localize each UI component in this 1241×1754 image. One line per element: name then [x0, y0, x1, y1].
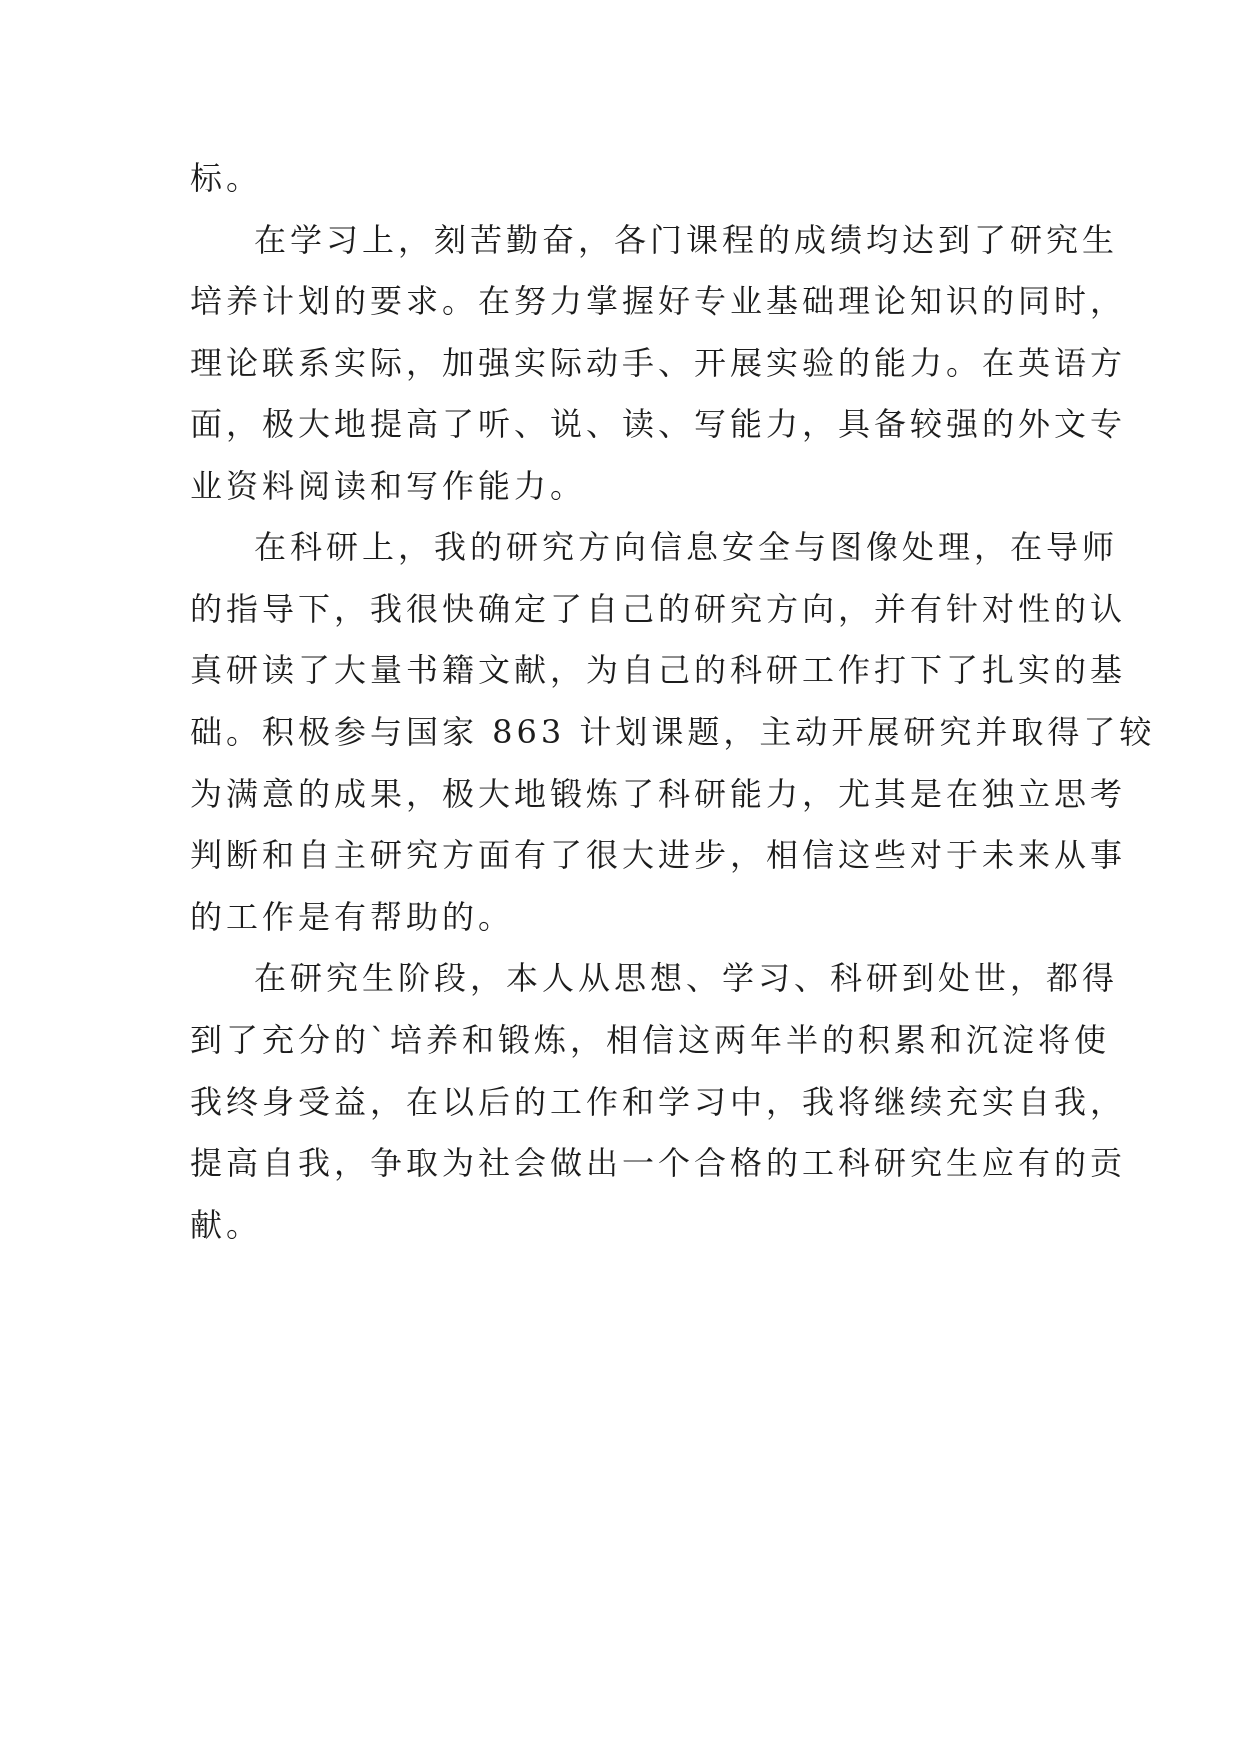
text-line: 判断和自主研究方面有了很大进步，相信这些对于未来从事: [190, 836, 1127, 874]
text-line: 我终身受益，在以后的工作和学习中，我将继续充实自我，: [190, 1083, 1127, 1121]
text-line: 面，极大地提高了听、说、读、写能力，具备较强的外文专: [190, 405, 1127, 443]
text-line: 真研读了大量书籍文献，为自己的科研工作打下了扎实的基: [190, 651, 1127, 689]
paragraph-first-line: 在研究生阶段，本人从思想、学习、科研到处世，都得: [254, 959, 1119, 997]
text-line: 献。: [190, 1206, 263, 1244]
text-line: 业资料阅读和写作能力。: [190, 467, 587, 505]
text-line: 的工作是有帮助的。: [190, 898, 515, 936]
text-line: 提高自我，争取为社会做出一个合格的工科研究生应有的贡: [190, 1144, 1127, 1182]
text-line: 标。: [190, 159, 263, 197]
paragraph-first-line: 在科研上，我的研究方向信息安全与图像处理，在导师: [254, 528, 1119, 566]
text-line: 到了充分的`培养和锻炼，相信这两年半的积累和沉淀将使: [190, 1021, 1111, 1059]
paragraph-first-line: 在学习上，刻苦勤奋，各门课程的成绩均达到了研究生: [254, 221, 1119, 259]
text-line: 的指导下，我很快确定了自己的研究方向，并有针对性的认: [190, 590, 1127, 628]
text-line: 为满意的成果，极大地锻炼了科研能力，尤其是在独立思考: [190, 775, 1127, 813]
text-line: 础。积极参与国家 863 计划课题，主动开展研究并取得了较: [190, 713, 1156, 751]
text-line: 理论联系实际，加强实际动手、开展实验的能力。在英语方: [190, 344, 1127, 382]
text-line: 培养计划的要求。在努力掌握好专业基础理论知识的同时，: [190, 282, 1127, 320]
